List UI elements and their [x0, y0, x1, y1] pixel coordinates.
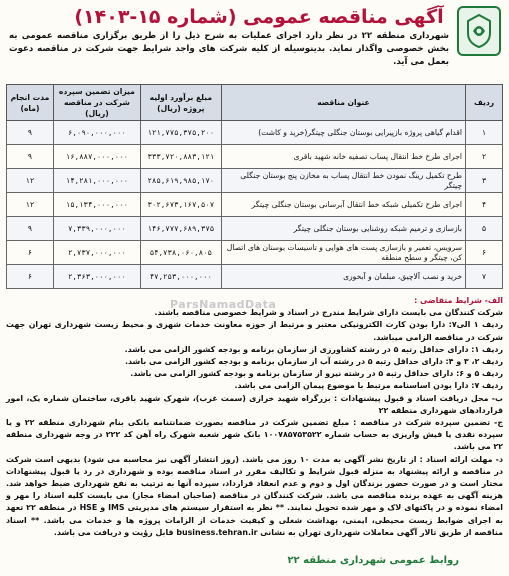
row-duration: ۱۲ [7, 169, 54, 193]
notice-title: آگهی مناقصه عمومی (شماره ۱۵-۱۴۰۳) [74, 6, 444, 28]
row-number: ۶ [466, 241, 503, 265]
row-budget: ۳۰۲,۶۷۳,۱۶۷,۵۰۷ [140, 193, 221, 217]
row-deposit: ۱۵,۱۳۴,۰۰۰,۰۰۰ [53, 193, 140, 217]
tender-table [6, 84, 503, 289]
table-row [7, 169, 503, 193]
row-budget: ۳۳۳,۷۲۰,۸۸۳,۱۲۱ [140, 145, 221, 169]
conditions-line: ردیف ۱ الی۷: دارا بودن کارت الکترونیکی معتبر و مرتبط از حوزه معاونت خدمات شهری و محیط زیست شهرداری تهران جهت شرکت در مناقصه الزامی میباشد. [6, 320, 503, 342]
row-deposit: ۲,۷۳۷,۰۰۰,۰۰۰ [53, 241, 140, 265]
row-budget: ۱۲۱,۷۷۵,۳۷۵,۲۰۰ [140, 121, 221, 145]
emblem-icon [464, 13, 494, 49]
row-title: سرویس، تعمیر و بازسازی پست های هوایی و تاسیسات بوستان های اتصال کن، چیتگر و سطح منطقه [221, 241, 465, 265]
row-budget: ۵۴,۷۳۸,۰۶۰,۸۰۵ [140, 241, 221, 265]
conditions-line: د- مهلت ارائه اسناد : از تاریخ نشر آگهی به مدت ۱۰ روز می باشد. (روز انتشار آگهی نیز محاسبه می شود) بدیهی است شرکت در مناقصه و ارائه پیشنهاد به منزله قبول شرایط و تکالیف مقرر در اسناد مناقصه بوده و شهرداری در رد یا قبول پیشنهادات مختار است و در صورت حضور برندگان اول و دوم و عدم انعقاد قرارداد، سپرده آنها به ترتیب به نفع شهرداری ضبط خواهد شد. هزینه آگهی به عهده برنده مناقصه می باشد. شرکت کنندگان در مناقصه (صاحبان امضاء مجاز) می بایست کلیه اسناد را مهر و امضاء نموده و در پاکتهای لاک و مهر شده تحویل نمایند. ** نظر به استقرار سیستم های مدیریتی IMS و HSE در منطقه ۲۲ تعهد به اجرای ضوابط زیست محیطی، ایمنی، بهداشت شغلی و کیفیت خدمات از الزامات پروژه ها و خدمات می باشد. ** اسناد مناقصه از طریق تالار آگهی معاملات شهرداری تهران به نشانی business.tehran.ir قابل رؤیت و دریافت می باشد. [6, 454, 503, 537]
row-title: خرید و نصب آلاچیق، مبلمان و آبخوری [221, 265, 465, 289]
row-duration: ۹ [7, 145, 54, 169]
conditions-line: ردیف ۷: دارا بودن اساسنامه مرتبط با موضوع پیمان الزامی می باشد. [234, 381, 503, 391]
row-number: ۱ [466, 121, 503, 145]
row-number: ۷ [466, 265, 503, 289]
col-duration-header: مدت انجام (ماه) [7, 85, 54, 121]
row-number: ۵ [466, 217, 503, 241]
row-title: طرح تکمیل رینگ نمودن خط انتقال پساب به مخازن پنج بوستان جنگلی چیتگر [221, 169, 465, 193]
row-title: بازسازی و ترمیم شبکه روشنایی بوستان جنگلی چیتگر [221, 217, 465, 241]
col-title-header: عنوان مناقصه [221, 85, 465, 121]
row-duration: ۹ [7, 217, 54, 241]
row-duration: ۱۲ [7, 193, 54, 217]
col-row-header: ردیف [466, 85, 503, 121]
row-duration: ۹ [7, 121, 54, 145]
col-budget-header: مبلغ برآورد اولیه پروژه (ریال) [140, 85, 221, 121]
row-number: ۲ [466, 145, 503, 169]
row-deposit: ۷,۳۳۹,۰۰۰,۰۰۰ [53, 217, 140, 241]
table-row [7, 193, 503, 217]
row-title: اقدام گیاهی پروژه بازپیرایی بوستان جنگلی چیتگر(خرید و کاشت) [221, 121, 465, 145]
table-row [7, 145, 503, 169]
conditions-line: ب- محل دریافت اسناد و قبول پیشنهادات : بزرگراه شهید خرازی (سمت غرب)، شهرک شهید باقری، ساختمان شماره یک، امور قراردادهای شهرداری منطقه ۲۲ [6, 393, 503, 415]
conditions-line: شرکت کنندگان می بایست دارای شرایط مندرج در اسناد و شرایط خصوصی مناقصه باشند. [154, 308, 503, 318]
table-row [7, 265, 503, 289]
table-row [7, 241, 503, 265]
row-budget: ۴۷,۲۵۳,۰۰۰,۰۰۰ [140, 265, 221, 289]
row-deposit: ۲,۳۶۳,۰۰۰,۰۰۰ [53, 265, 140, 289]
row-duration: ۶ [7, 265, 54, 289]
row-deposit: ۱۴,۲۸۱,۰۰۰,۰۰۰ [53, 169, 140, 193]
table-row [7, 121, 503, 145]
conditions-line: ج- تضمین سپرده شرکت در مناقصه : مبلغ تضمین شرکت در مناقصه بصورت ضمانتنامه بانکی بنام شهرداری منطقه ۲۲ و یا سپرده نقدی یا فیش واریزی به حساب شماره ۱۰۰۷۸۵۷۵۳۵۲۲ بانک شهر شعبه شهرک راه آهن کد ۲۲۲ در وجه شهرداری منطقه ۲۲ می باشد. [6, 418, 504, 452]
row-budget: ۲۸۵,۶۱۹,۹۸۵,۱۷۰ [140, 169, 221, 193]
row-duration: ۶ [7, 241, 54, 265]
public-relations-signature: روابط عمومی شهرداری منطقه ۲۲ [287, 555, 459, 566]
conditions-section [6, 295, 503, 539]
row-number: ۳ [466, 169, 503, 193]
conditions-line: ردیف ۲، ۳ و ۴: دارای حداقل رتبه ۵ در رشته آب از سازمان برنامه و بودجه کشور الزامی می باشد. [125, 357, 503, 367]
conditions-line: ردیف ۱: دارای حداقل رتبه ۵ در رشته کشاورزی از سازمان برنامه و بودجه کشور الزامی می باشد. [124, 344, 503, 354]
conditions-heading: الف- شرایط متقاضی : [414, 296, 503, 305]
row-deposit: ۶,۰۹۰,۰۰۰,۰۰۰ [53, 121, 140, 145]
col-deposit-header: میزان تضمین سپرده شرکت در مناقصه (ریال) [53, 85, 140, 121]
row-number: ۴ [466, 193, 503, 217]
notice-intro: شهرداری منطقه ۲۲ در نظر دارد اجرای عملیات به شرح ذیل را از طریق برگزاری مناقصه عمومی به بخش خصوصی واگذار نماید. بدینوسیله از کلیه شرکت های واجد شرایط جهت شرکت در مناقصه دعوت بعمل می آید. [9, 31, 450, 67]
table-header-row [7, 85, 503, 121]
row-title: اجرای طرح تکمیلی شبکه خط انتقال آبرسانی بوستان جنگلی چیتگر [221, 193, 465, 217]
row-deposit: ۱۶,۸۸۷,۰۰۰,۰۰۰ [53, 145, 140, 169]
table-row [7, 217, 503, 241]
watermark-text: ParsNamadData [170, 298, 277, 311]
tehran-municipality-logo [457, 6, 501, 56]
conditions-line: ردیف ۵ و ۶: دارای حداقل رتبه ۵ در رشته نیرو از سازمان برنامه و بودجه کشور الزامی می باشد. [130, 369, 503, 379]
row-title: اجرای طرح خط انتقال پساب تصفیه خانه شهید باقری [221, 145, 465, 169]
row-budget: ۱۴۶,۷۷۷,۶۸۹,۳۷۵ [140, 217, 221, 241]
